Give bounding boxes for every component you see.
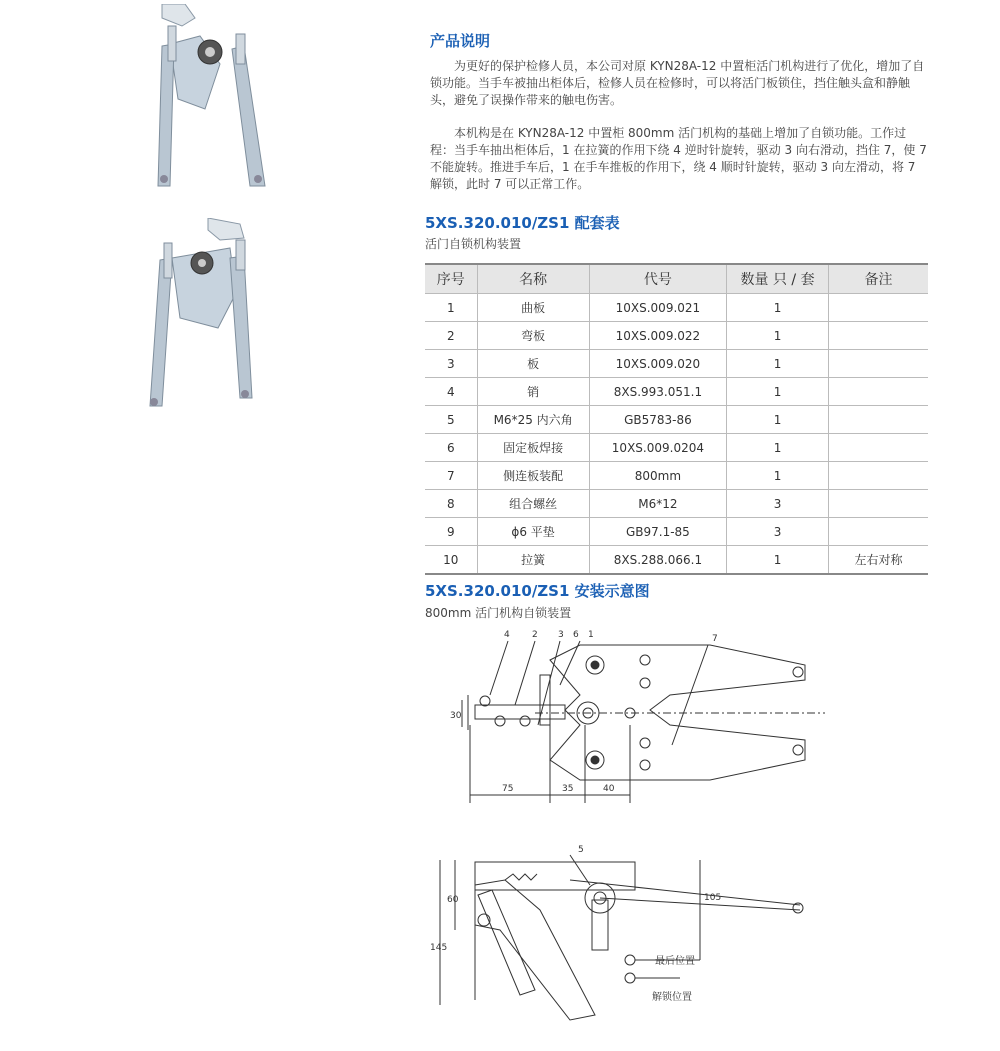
cell-code: GB5783-86 <box>589 406 726 434</box>
drw-dim-40: 40 <box>603 784 615 794</box>
drw-label-3: 3 <box>558 630 564 640</box>
drw-dim-105: 105 <box>704 893 722 903</box>
product-photo-1 <box>140 4 280 189</box>
cell-code: 10XS.009.022 <box>589 322 726 350</box>
position-unlock-label: 解锁位置 <box>652 992 692 1003</box>
table-row <box>425 462 928 490</box>
cell-index: 1 <box>425 294 477 322</box>
cell-index: 4 <box>425 378 477 406</box>
cell-qty: 1 <box>727 434 829 462</box>
cell-remark <box>829 378 928 406</box>
table-row <box>425 322 928 350</box>
cell-code: 8XS.288.066.1 <box>589 546 726 575</box>
cell-name: 销 <box>477 378 589 406</box>
cell-code: 10XS.009.020 <box>589 350 726 378</box>
cell-code: GB97.1-85 <box>589 518 726 546</box>
cell-code: 8XS.993.051.1 <box>589 378 726 406</box>
cell-qty: 1 <box>727 406 829 434</box>
cell-index: 10 <box>425 546 477 575</box>
cell-code: 10XS.009.021 <box>589 294 726 322</box>
cell-qty: 1 <box>727 294 829 322</box>
table-row <box>425 518 928 546</box>
cell-remark <box>829 350 928 378</box>
cell-index: 2 <box>425 322 477 350</box>
installation-drawing-top <box>440 625 830 810</box>
cell-code: 800mm <box>589 462 726 490</box>
cell-index: 6 <box>425 434 477 462</box>
cell-name: 固定板焊接 <box>477 434 589 462</box>
cell-name: 曲板 <box>477 294 589 322</box>
cell-qty: 1 <box>727 546 829 575</box>
col-header-remark: 备注 <box>829 264 928 294</box>
position-last-label: 最后位置 <box>655 956 695 967</box>
cell-qty: 1 <box>727 462 829 490</box>
parts-table <box>425 263 928 575</box>
cell-code: M6*12 <box>589 490 726 518</box>
cell-remark <box>829 462 928 490</box>
col-header-index: 序号 <box>425 264 477 294</box>
cell-qty: 1 <box>727 350 829 378</box>
table-row <box>425 378 928 406</box>
cell-remark <box>829 518 928 546</box>
cell-name: 组合螺丝 <box>477 490 589 518</box>
drw-dim-75: 75 <box>502 784 514 794</box>
cell-name: 侧连板装配 <box>477 462 589 490</box>
drw-label-7: 7 <box>712 634 718 644</box>
cell-remark <box>829 294 928 322</box>
cell-qty: 1 <box>727 378 829 406</box>
diagram-subtitle: 800mm 活门机构自锁装置 <box>425 606 572 620</box>
cell-remark <box>829 434 928 462</box>
drw-label-4: 4 <box>504 630 510 640</box>
drw-dim-60: 60 <box>447 895 459 905</box>
cell-remark <box>829 406 928 434</box>
cell-index: 5 <box>425 406 477 434</box>
cell-qty: 3 <box>727 518 829 546</box>
intro-title: 产品说明 <box>430 32 491 50</box>
cell-name: M6*25 内六角 <box>477 406 589 434</box>
table-row <box>425 546 928 575</box>
drw-label-5: 5 <box>578 845 584 855</box>
col-header-code: 代号 <box>589 264 726 294</box>
cell-name: ϕ6 平垫 <box>477 518 589 546</box>
intro-paragraph-2: 本机构是在 KYN28A-12 中置柜 800mm 活门机构的基础上增加了自锁功能。工作过程：当手车抽出柜体后，1 在拉簧的作用下绕 4 逆时针旋转，驱动 3 向右滑动，挡住 7，使 7 不能旋转。推进手车后，1 在手车推板的作用下，绕 4 顺时针旋转，驱动 3 向左滑动，将 7 解锁，此时 7 可以正常工作。 <box>430 126 927 191</box>
table-row <box>425 490 928 518</box>
table-row <box>425 350 928 378</box>
cell-index: 3 <box>425 350 477 378</box>
product-photo-2 <box>140 218 280 408</box>
cell-name: 弯板 <box>477 322 589 350</box>
table-row <box>425 294 928 322</box>
cell-remark <box>829 490 928 518</box>
drw-label-6: 6 <box>573 630 579 640</box>
drw-label-2: 2 <box>532 630 538 640</box>
cell-index: 9 <box>425 518 477 546</box>
cell-index: 8 <box>425 490 477 518</box>
diagram-title: 5XS.320.010/ZS1 安装示意图 <box>425 582 650 600</box>
table-row <box>425 434 928 462</box>
cell-name: 板 <box>477 350 589 378</box>
cell-name: 拉簧 <box>477 546 589 575</box>
table-subtitle: 活门自锁机构装置 <box>425 237 522 251</box>
cell-code: 10XS.009.0204 <box>589 434 726 462</box>
drw-dim-35: 35 <box>562 784 574 794</box>
drw-dim-30: 30 <box>450 711 462 721</box>
col-header-name: 名称 <box>477 264 589 294</box>
cell-remark: 左右对称 <box>829 546 928 575</box>
table-header-row <box>425 264 928 294</box>
cell-qty: 3 <box>727 490 829 518</box>
drw-label-1: 1 <box>588 630 594 640</box>
cell-index: 7 <box>425 462 477 490</box>
cell-remark <box>829 322 928 350</box>
cell-qty: 1 <box>727 322 829 350</box>
col-header-qty: 数量 只 / 套 <box>727 264 829 294</box>
table-row <box>425 406 928 434</box>
installation-drawing-bottom <box>420 840 820 1040</box>
intro-paragraph-1: 为更好的保护检修人员，本公司对原 KYN28A-12 中置柜活门机构进行了优化，增加了自锁功能。当手车被抽出柜体后，检修人员在检修时，可以将活门板锁住，挡住触头盒和静触头，避免了误操作带来的触电伤害。 <box>430 59 925 107</box>
drw-dim-145: 145 <box>430 943 448 953</box>
table-title: 5XS.320.010/ZS1 配套表 <box>425 214 620 232</box>
